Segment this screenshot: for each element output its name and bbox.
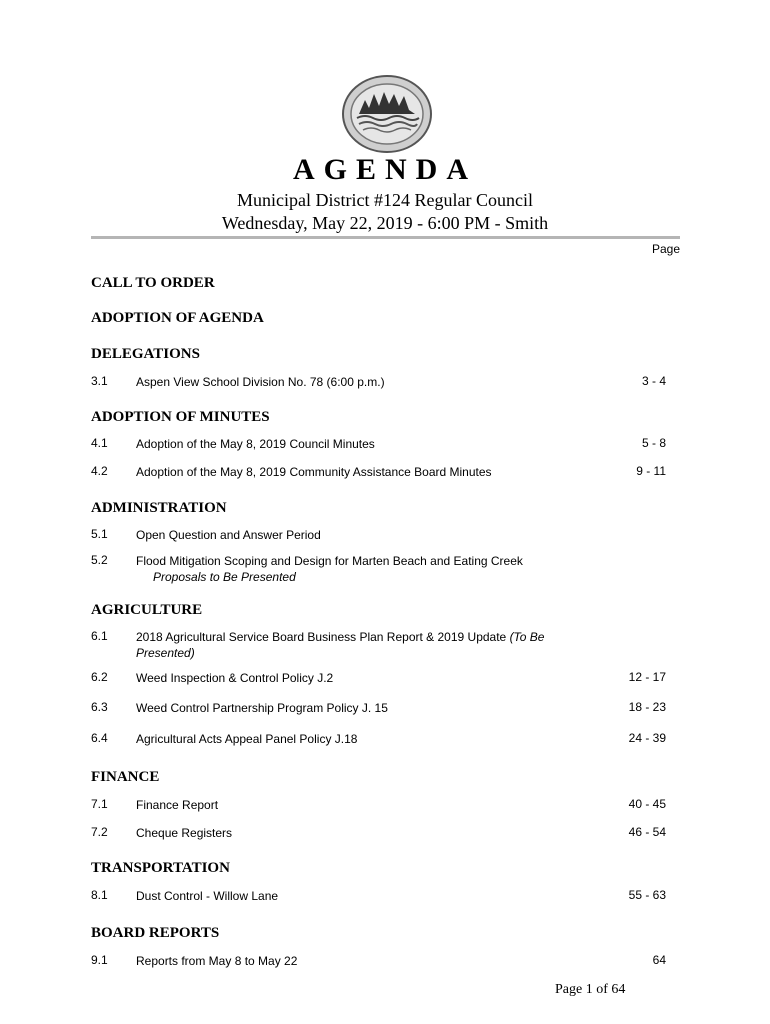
item-pages: 40 - 45 [628,797,666,811]
item-pages: 24 - 39 [628,731,666,745]
item-number: 6.4 [91,731,108,745]
item-text: Adoption of the May 8, 2019 Council Minutes [136,437,375,451]
item-pages: 55 - 63 [628,888,666,902]
item-pages: 46 - 54 [628,825,666,839]
item-pages: 5 - 8 [641,436,666,450]
section-heading: CALL TO ORDER [91,275,215,291]
item-text [136,629,581,661]
section-heading: BOARD REPORTS [91,925,220,941]
agenda-title: AGENDA [292,153,477,186]
section-heading: TRANSPORTATION [91,860,230,876]
header-divider [91,236,680,239]
item-number: 6.2 [91,670,108,684]
item-text: Dust Control - Willow Lane [136,889,279,903]
item-number: 6.1 [91,629,108,643]
item-text: Reports from May 8 to May 22 [136,954,298,968]
item-number: 3.1 [91,374,108,388]
item-text: Aspen View School Division No. 78 (6:00 p.m.) [136,375,385,389]
item-text: Weed Control Partnership Program Policy J. 15 [136,701,388,715]
item-text-line: 2018 Agricultural Service Board Business Plan Report & 2019 Update [136,630,507,644]
item-text: Agricultural Acts Appeal Panel Policy J.18 [136,732,358,746]
item-text: Cheque Registers [136,826,233,840]
item-number: 7.2 [91,825,108,839]
item-note: (To Be Presented) [136,630,545,660]
section-heading: DELEGATIONS [91,346,200,362]
item-number: 9.1 [91,953,108,967]
item-pages: 18 - 23 [628,700,666,714]
item-text: Finance Report [136,798,219,812]
item-number: 4.2 [91,464,108,478]
item-number: 5.2 [91,553,108,567]
section-heading: AGRICULTURE [91,602,203,618]
item-text: Weed Inspection & Control Policy J.2 [136,671,334,685]
item-pages: 64 [652,953,666,967]
section-heading: ADOPTION OF MINUTES [91,409,270,425]
item-number: 5.1 [91,527,108,541]
section-heading: ADMINISTRATION [91,500,227,516]
item-pages: 3 - 4 [641,374,666,388]
section-heading: FINANCE [91,769,160,785]
meeting-datetime: Wednesday, May 22, 2019 - 6:00 PM - Smith [221,213,549,233]
section-heading: ADOPTION OF AGENDA [91,310,264,326]
page-column-header: Page [651,242,680,256]
item-number: 6.3 [91,700,108,714]
item-pages: 9 - 11 [636,464,666,478]
item-pages: 12 - 17 [628,670,666,684]
item-number: 4.1 [91,436,108,450]
page-footer: Page 1 of 64 [555,982,626,997]
municipal-seal-logo [341,74,433,154]
item-text: Open Question and Answer Period [136,528,321,542]
item-text [136,553,576,585]
item-text-line: Flood Mitigation Scoping and Design for Marten Beach and Eating Creek [136,554,523,568]
item-note: Proposals to Be Presented [153,570,296,584]
meeting-name: Municipal District #124 Regular Council [237,190,533,210]
item-number: 7.1 [91,797,108,811]
item-text: Adoption of the May 8, 2019 Community Assistance Board Minutes [136,465,492,479]
item-number: 8.1 [91,888,108,902]
